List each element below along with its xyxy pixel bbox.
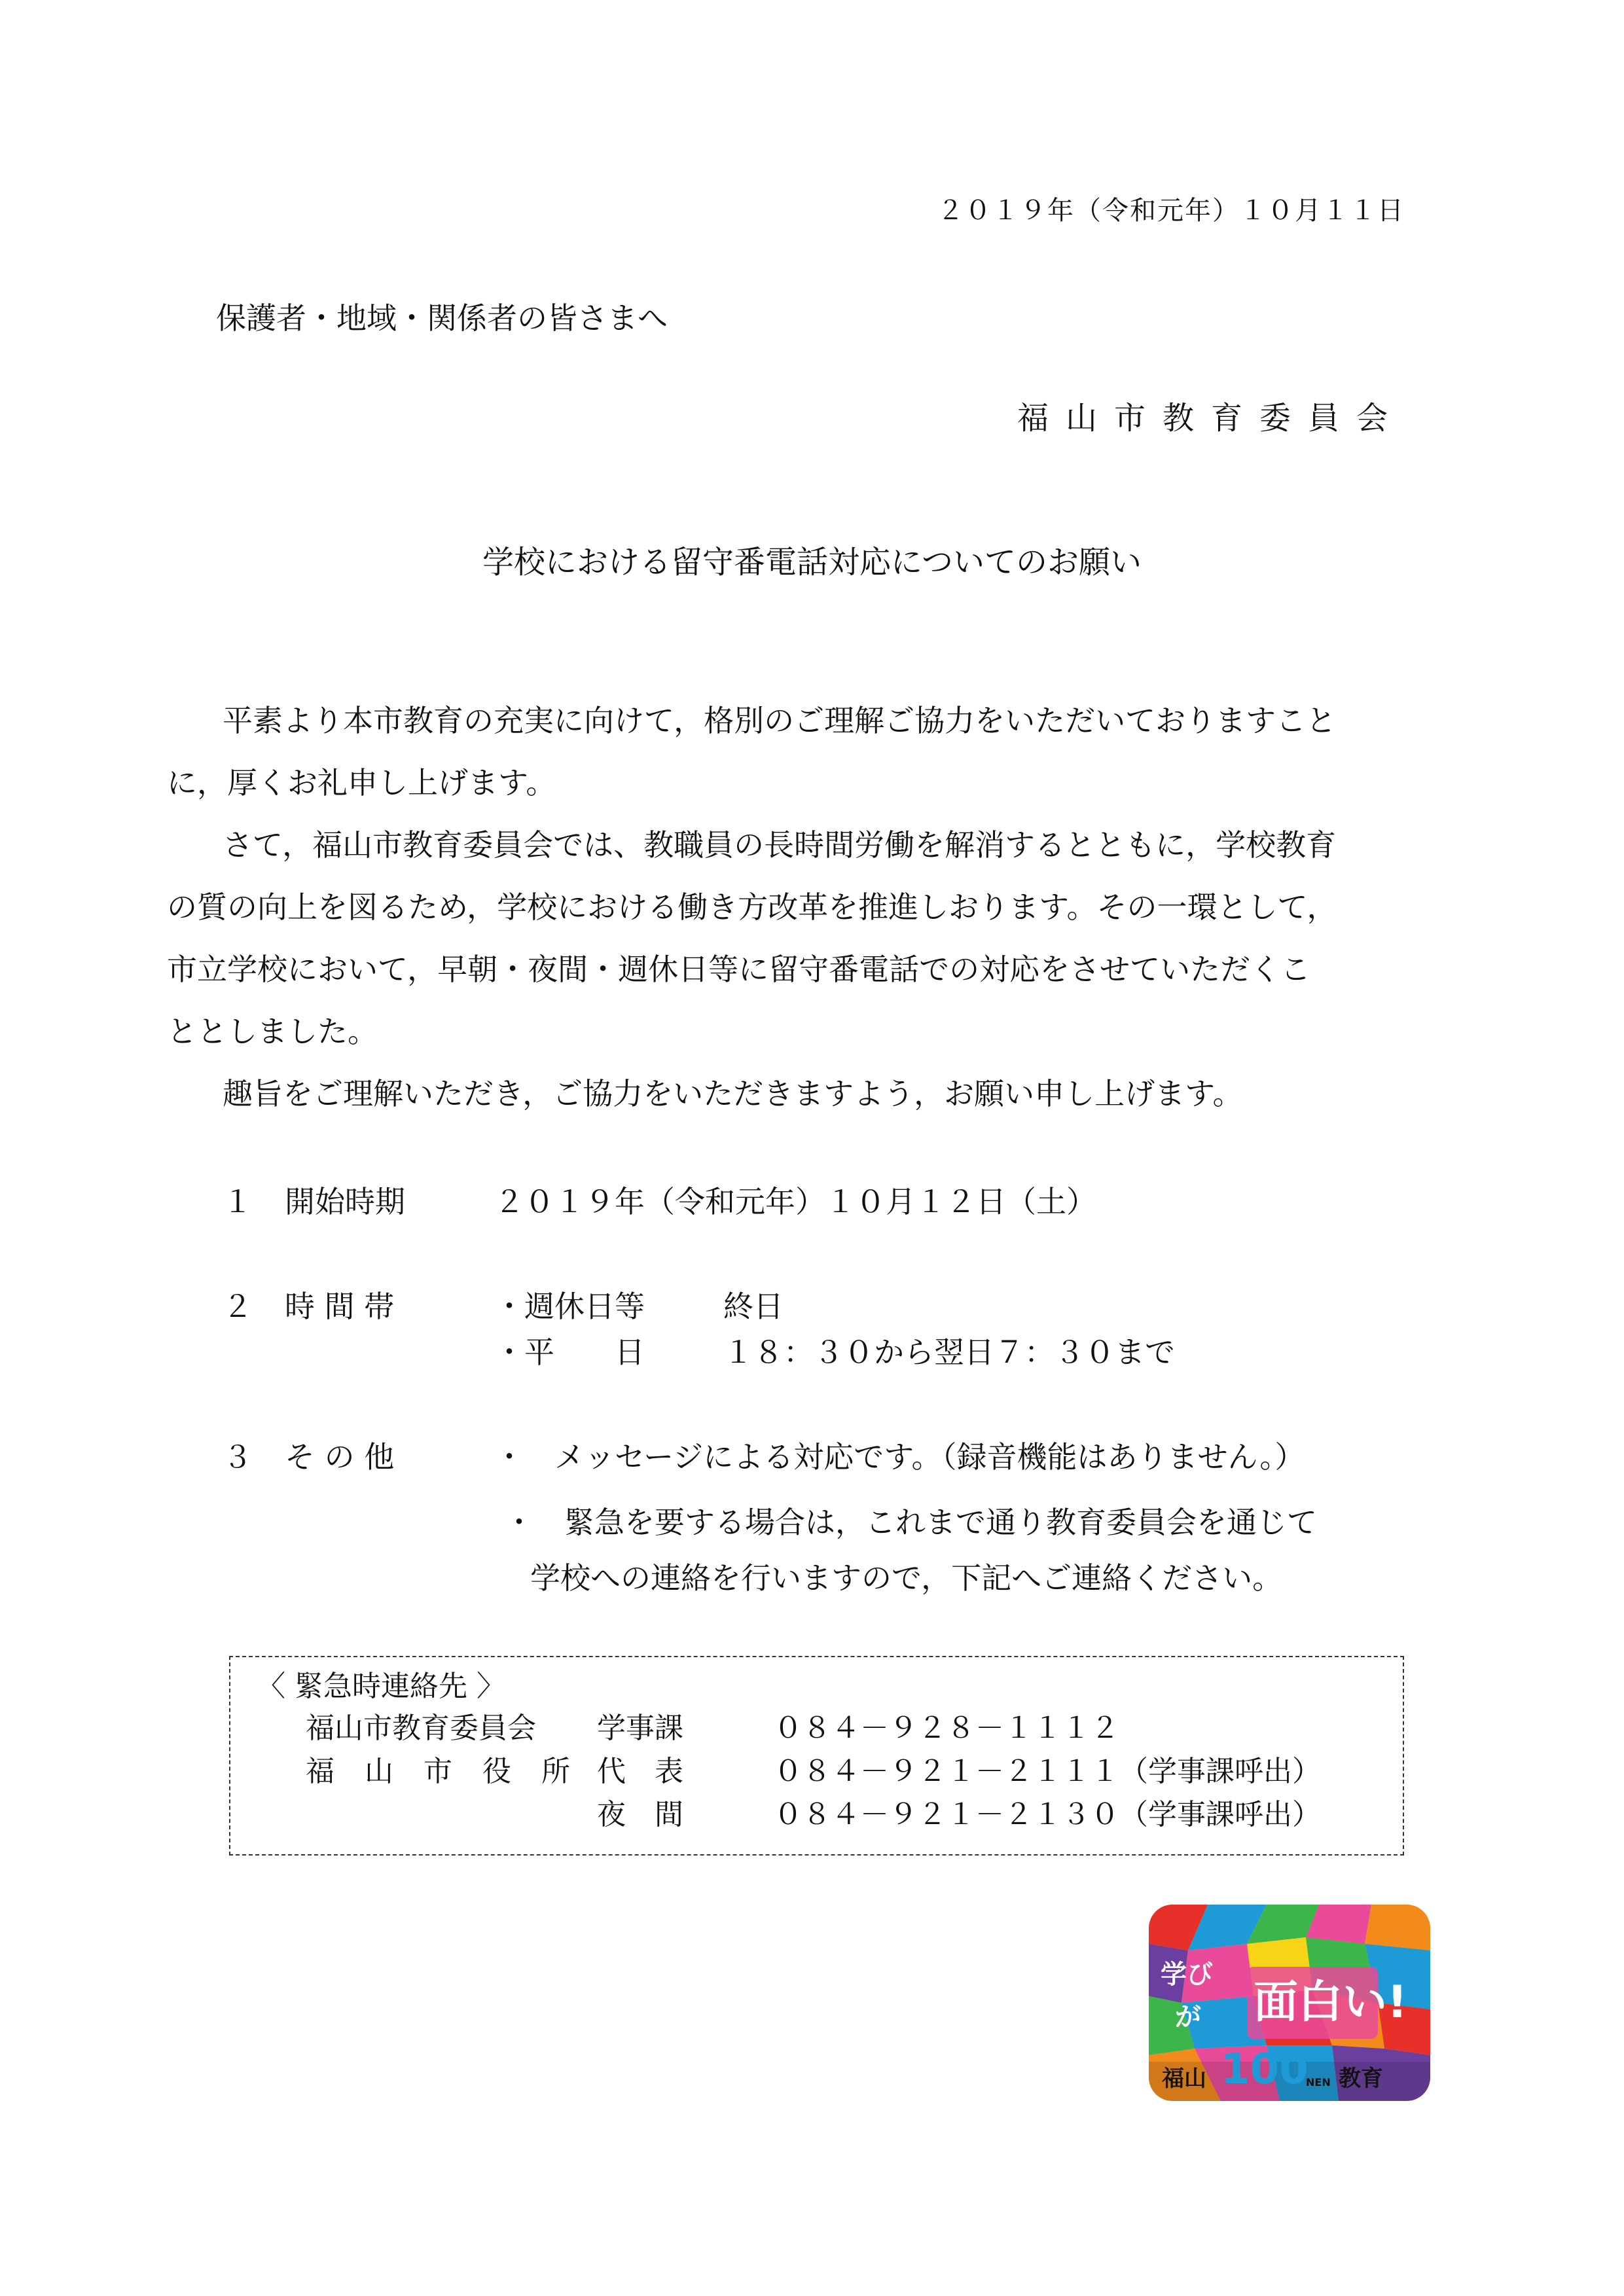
- item-3-bullet-2-line-2: 学校への連絡を行いますので，下記へご連絡ください。: [530, 1560, 1283, 1596]
- item-2-row-2-value: １８：３０から翌日７：３０まで: [723, 1335, 1175, 1370]
- document-date: ２０１９年（令和元年）１０月１１日: [937, 196, 1405, 226]
- paragraph-2-line-1: さて，福山市教育委員会では、教職員の長時間労働を解消するとともに，学校教育: [223, 827, 1337, 863]
- paragraph-1-line-1: 平素より本市教育の充実に向けて，格別のご理解ご協力をいただいておりますこと: [223, 703, 1337, 738]
- paragraph-3-line-1: 趣旨をご理解いただき，ご協力をいただきますよう，お願い申し上げます。: [223, 1076, 1243, 1111]
- contact-row-2-dept: 代 表: [597, 1755, 683, 1788]
- paragraph-2-line-2: の質の向上を図るため，学校における働き方改革を推進しおります。その一環として，: [167, 889, 1337, 925]
- addressee: 保護者・地域・関係者の皆さまへ: [216, 300, 668, 336]
- logo-text-ga: が: [1175, 2002, 1201, 2032]
- contact-row-3-tel: ０８４－９２１－２１３０（学事課呼出）: [774, 1798, 1321, 1831]
- item-1-number: １: [223, 1184, 253, 1219]
- contact-row-2-tel: ０８４－９２１－２１１１（学事課呼出）: [774, 1755, 1321, 1788]
- item-3-bullet-1: ・ メッセージによる対応です。（録音機能はありません。）: [494, 1439, 1305, 1475]
- paragraph-2-line-3: 市立学校において，早朝・夜間・週休日等に留守番電話での対応をさせていただくこ: [167, 952, 1311, 987]
- logo-text-100: 100: [1221, 2045, 1308, 2094]
- subject-title: 学校における留守番電話対応についてのお願い: [482, 544, 1142, 581]
- logo-text-nen: NEN: [1306, 2076, 1331, 2089]
- paragraph-2-line-4: ととしました。: [167, 1014, 378, 1049]
- item-2-label: 時 間 帯: [285, 1289, 395, 1324]
- item-2-row-1-key: ・週休日等: [494, 1289, 645, 1324]
- sender-organization: 福山市教育委員会: [1017, 400, 1405, 437]
- item-2-row-1-value: 終日: [723, 1289, 784, 1324]
- item-1-value: ２０１９年（令和元年）１０月１２日（土）: [494, 1184, 1096, 1219]
- paragraph-1-line-2: に，厚くお礼申し上げます。: [167, 765, 556, 800]
- item-3-bullet-2-line-1: ・ 緊急を要する場合は，これまで通り教育委員会を通じて: [504, 1505, 1317, 1540]
- item-3-label: そ の 他: [285, 1439, 395, 1475]
- contact-row-1-tel: ０８４－９２８－１１１２: [774, 1712, 1119, 1745]
- logo-text-manabi: 学び: [1161, 1960, 1213, 1990]
- contact-title: 〈 緊急時連絡先 〉: [257, 1670, 505, 1703]
- item-2-number: ２: [223, 1289, 253, 1324]
- emergency-contact-box: [229, 1656, 1404, 1856]
- education-100nen-logo: [1149, 1905, 1430, 2101]
- item-2-row-2-key: ・平 日: [494, 1335, 645, 1370]
- logo-text-fukuyama: 福山: [1162, 2066, 1206, 2092]
- contact-row-3-dept: 夜 間: [597, 1798, 683, 1831]
- contact-row-1-org: 福山市教育委員会: [306, 1712, 536, 1745]
- logo-text-kyoiku: 教育: [1339, 2066, 1383, 2092]
- logo-text-omoshiroi: 面白い!: [1254, 1977, 1408, 2028]
- item-1-label: 開始時期: [285, 1184, 405, 1219]
- contact-row-2-org: 福 山 市 役 所: [306, 1755, 581, 1788]
- contact-row-1-dept: 学事課: [597, 1712, 683, 1745]
- item-3-number: ３: [223, 1439, 253, 1475]
